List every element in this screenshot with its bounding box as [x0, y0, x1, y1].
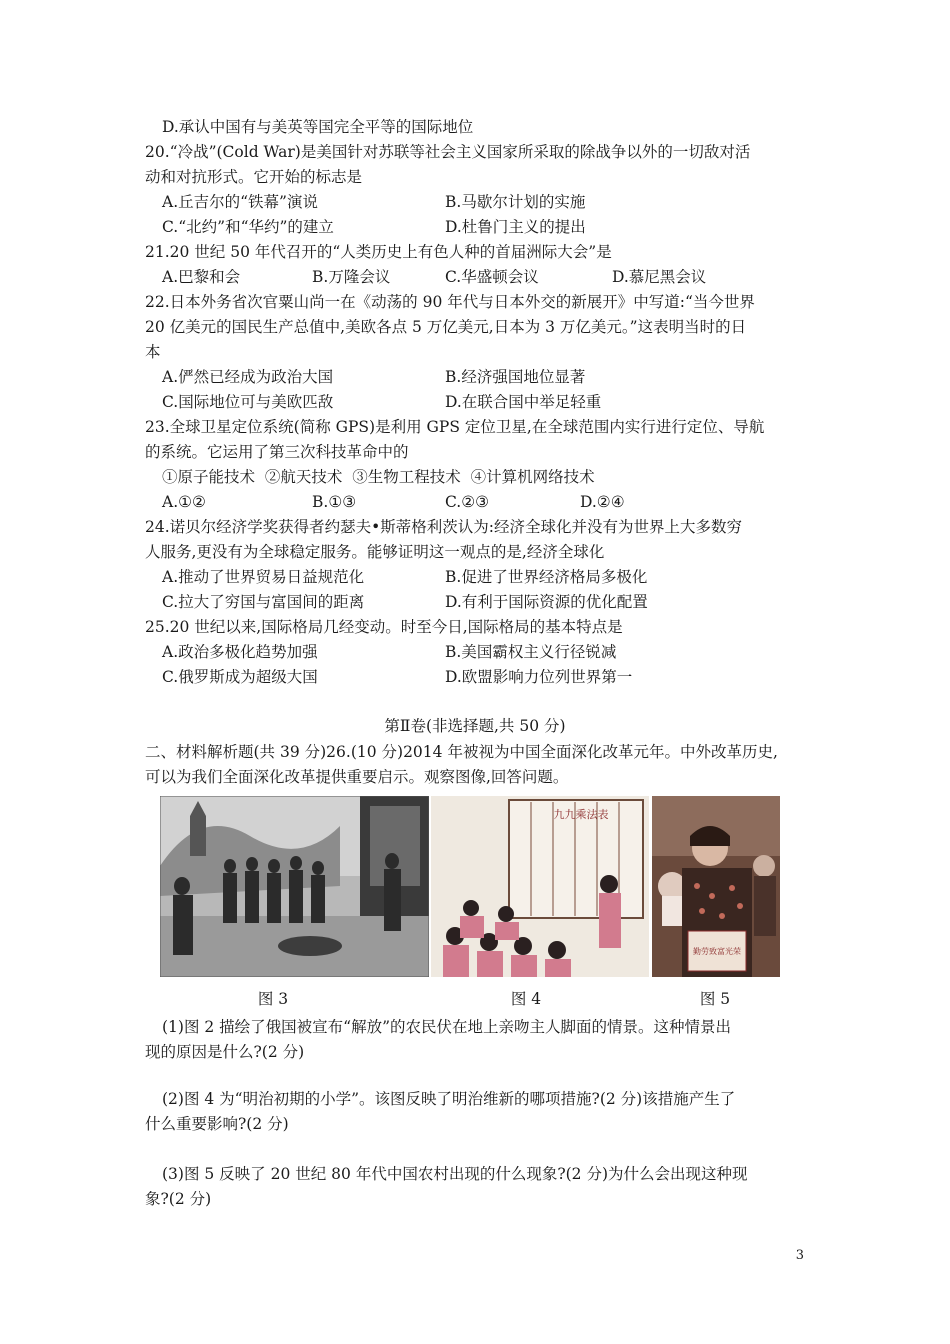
section-title: 第Ⅱ卷(非选择题,共 50 分) — [384, 717, 566, 735]
figure-4-caption: 图 4 — [510, 990, 542, 1008]
figure-5-banner-text: 勤劳致富光荣 — [693, 947, 741, 956]
q25-option-a: A.政治多极化趋势加强 — [162, 643, 318, 661]
q22-option-c: C.国际地位可与美欧匹敌 — [162, 393, 334, 411]
q20-option-d: D.杜鲁门主义的提出 — [445, 218, 586, 236]
q24-option-a: A.推动了世界贸易日益规范化 — [162, 568, 365, 586]
section-intro: 二、材料解析题(共 39 分)26.(10 分)2014 年被视为中国全面深化改革元年。中外改革历史, — [145, 743, 778, 761]
page-number: 3 — [795, 1248, 804, 1263]
q21-option-d: D.慕尼黑会议 — [612, 268, 707, 286]
sub-question-3-cont: 象?(2 分) — [145, 1190, 212, 1208]
q24-option-d: D.有利于国际资源的优化配置 — [445, 593, 648, 611]
q20-stem: 20.“冷战”(Cold War)是美国针对苏联等社会主义国家所采取的除战争以外的一切敌对活 — [145, 143, 751, 161]
q23-option-a: A.①② — [162, 493, 206, 511]
sub-question-3: (3)图 5 反映了 20 世纪 80 年代中国农村出现的什么现象?(2 分)为什么会出现这种现 — [162, 1165, 748, 1183]
q24-stem-cont: 人服务,更没有为全球稳定服务。能够证明这一观点的是,经济全球化 — [145, 543, 605, 561]
figure-3-caption: 图 3 — [257, 990, 289, 1008]
q25-option-b: B.美国霸权主义行径锐减 — [445, 643, 617, 661]
q23-stem-cont: 的系统。它运用了第三次科技革命中的 — [145, 443, 409, 461]
q21-option-a: A.巴黎和会 — [162, 268, 241, 286]
q20-option-b: B.马歇尔计划的实施 — [445, 193, 586, 211]
q23-option-d: D.②④ — [580, 493, 625, 511]
q22-stem: 22.日本外务省次官粟山尚一在《动荡的 90 年代与日本外交的新展开》中写道:“当今世界 — [145, 293, 755, 311]
q19-option-d: D.承认中国有与美英等国完全平等的国际地位 — [162, 118, 474, 136]
q25-option-d: D.欧盟影响力位列世界第一 — [445, 668, 633, 686]
sub-question-2: (2)图 4 为“明治初期的小学”。该图反映了明治维新的哪项措施?(2 分)该措施产生了 — [162, 1090, 736, 1108]
section-intro-cont: 可以为我们全面深化改革提供重要启示。观察图像,回答问题。 — [145, 768, 569, 786]
figure-5-caption: 图 5 — [699, 990, 731, 1008]
q25-stem: 25.20 世纪以来,国际格局几经变动。时至今日,国际格局的基本特点是 — [145, 618, 623, 636]
sub-question-2-cont: 什么重要影响?(2 分) — [145, 1115, 289, 1133]
q23-option-c: C.②③ — [445, 493, 490, 511]
q21-option-b: B.万隆会议 — [312, 268, 391, 286]
figure-5-photo — [652, 796, 780, 977]
q21-option-c: C.华盛顿会议 — [445, 268, 539, 286]
q20-option-c: C.“北约”和“华约”的建立 — [162, 218, 334, 236]
figure-4-sign-text: 九九乘法表 — [553, 808, 609, 821]
q24-option-c: C.拉大了穷国与富国间的距离 — [162, 593, 365, 611]
q22-option-a: A.俨然已经成为政治大国 — [162, 368, 334, 386]
sub-question-1: (1)图 2 描绘了俄国被宣布“解放”的农民伏在地上亲吻主人脚面的情景。这种情景出 — [162, 1018, 732, 1036]
figure-4-classroom — [431, 796, 649, 977]
q22-stem-cont: 20 亿美元的国民生产总值中,美欧各点 5 万亿美元,日本为 3 万亿美元。”这表明当时的日 — [145, 318, 747, 336]
q22-option-d: D.在联合国中举足轻重 — [445, 393, 602, 411]
q20-stem-cont: 动和对抗形式。它开始的标志是 — [145, 168, 363, 186]
q23-stem: 23.全球卫星定位系统(简称 GPS)是利用 GPS 定位卫星,在全球范围内实行进行定位、导航 — [145, 418, 765, 436]
q22-option-b: B.经济强国地位显著 — [445, 368, 586, 386]
q21-stem: 21.20 世纪 50 年代召开的“人类历史上有色人种的首届洲际大会”是 — [145, 243, 612, 261]
q24-option-b: B.促进了世界经济格局多极化 — [445, 568, 648, 586]
q24-stem: 24.诺贝尔经济学奖获得者约瑟夫•斯蒂格利茨认为:经济全球化并没有为世界上大多数穷 — [145, 518, 743, 536]
figure-3-engraving — [160, 796, 429, 977]
sub-question-1-cont: 现的原因是什么?(2 分) — [145, 1043, 305, 1061]
q22-stem-cont2: 本 — [145, 343, 161, 361]
q23-items: ①原子能技术 ②航天技术 ③生物工程技术 ④计算机网络技术 — [162, 468, 595, 486]
q25-option-c: C.俄罗斯成为超级大国 — [162, 668, 318, 686]
q20-option-a: A.丘吉尔的“铁幕”演说 — [162, 193, 318, 211]
q23-option-b: B.①③ — [312, 493, 357, 511]
